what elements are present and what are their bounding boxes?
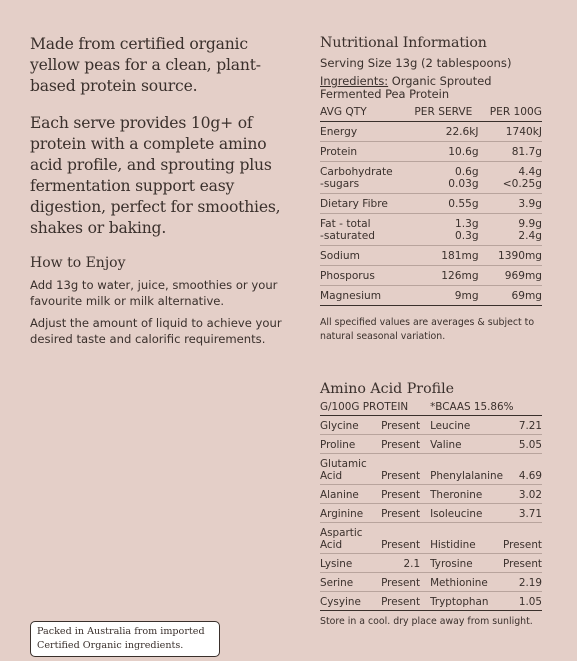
per-serve-value-cell <box>408 246 478 266</box>
serving-size: Serving Size 13g (2 tablespoons) <box>320 56 512 70</box>
nutrition-row <box>320 162 542 194</box>
nutrition-row <box>320 194 542 214</box>
nutrition-row <box>320 142 542 162</box>
amino-row <box>320 573 542 592</box>
nutrient-name: Magnesium <box>320 290 382 302</box>
amino-table <box>320 401 542 611</box>
per-serve-value-sub: 0.3g <box>454 230 479 242</box>
amino-acid-value: 7.21 <box>503 416 542 435</box>
nutrient-name-cell <box>320 194 408 214</box>
amino-acid-name: Isoleucine <box>430 504 503 523</box>
nutrient-name: Fat - total <box>320 218 371 230</box>
nutrient-name-cell <box>320 122 408 142</box>
per-100g-value-cell <box>479 266 542 286</box>
nutrient-name-cell <box>320 266 408 286</box>
per-serve-value: 126mg <box>441 270 479 282</box>
amino-acid-name: Arginine <box>320 504 375 523</box>
amino-row <box>320 523 542 554</box>
nutrient-name-cell <box>320 142 408 162</box>
per-100g-value: 9.9g <box>518 218 542 230</box>
per-serve-value-cell <box>408 214 478 246</box>
amino-row <box>320 592 542 611</box>
per-serve-value: 9mg <box>454 290 479 302</box>
amino-acid-value: 5.05 <box>503 435 542 454</box>
per-100g-value-cell <box>479 162 542 194</box>
per-100g-value-cell <box>479 246 542 266</box>
amino-acid-value: 4.69 <box>503 454 542 485</box>
per-100g-value: 1390mg <box>497 250 542 262</box>
how-to-enjoy-step-1: Add 13g to water, juice, smoothies or your favourite milk or milk alternative. <box>30 278 278 308</box>
nutrient-name: Dietary Fibre <box>320 198 388 210</box>
nutrient-name: Carbohydrate <box>320 166 393 178</box>
per-serve-value-cell <box>408 286 478 306</box>
per-serve-value: 0.6g <box>454 166 479 178</box>
per-100g-value-cell <box>479 286 542 306</box>
amino-acid-name: Cysyine <box>320 592 375 611</box>
nutrition-heading: Nutritional Information <box>320 35 487 51</box>
left-column <box>30 34 300 353</box>
intro-paragraph-1: Made from certified organic yellow peas for a clean, plant-based protein source. <box>30 35 261 95</box>
amino-acid-name: Aspartic Acid <box>320 523 375 554</box>
nutrition-row <box>320 246 542 266</box>
per-100g-value: 3.9g <box>518 198 542 210</box>
amino-acid-name: Leucine <box>430 416 503 435</box>
nutrition-table <box>320 106 542 306</box>
nutrient-name-sub: -saturated <box>320 230 375 242</box>
amino-acid-name: Serine <box>320 573 375 592</box>
per-100g-value: 69mg <box>511 290 542 302</box>
amino-acid-value: Present <box>375 573 430 592</box>
amino-acid-value: 3.02 <box>503 485 542 504</box>
amino-row <box>320 554 542 573</box>
nutrition-header-serve: PER SERVE <box>408 106 478 122</box>
nutrient-name-sub: -sugars <box>320 178 360 190</box>
amino-header-right: *BCAAS 15.86% <box>430 401 542 416</box>
amino-acid-name: Tryptophan <box>430 592 503 611</box>
per-serve-value: 0.55g <box>448 198 479 210</box>
amino-acid-name: Tyrosine <box>430 554 503 573</box>
amino-acid-value: Present <box>503 523 542 554</box>
amino-acid-name: Lysine <box>320 554 375 573</box>
nutrient-name-cell <box>320 286 408 306</box>
amino-row <box>320 485 542 504</box>
per-100g-value: 969mg <box>504 270 542 282</box>
ingredients-label: Ingredients: <box>320 74 389 88</box>
per-serve-value-cell <box>408 122 478 142</box>
amino-acid-value: Present <box>375 454 430 485</box>
per-100g-value-cell <box>479 142 542 162</box>
nutrient-name: Sodium <box>320 250 360 262</box>
amino-acid-name: Glutamic Acid <box>320 454 375 485</box>
nutrient-name-cell <box>320 246 408 266</box>
how-to-enjoy-heading: How to Enjoy <box>30 255 126 271</box>
per-serve-value: 1.3g <box>454 218 479 230</box>
amino-heading: Amino Acid Profile <box>320 381 455 397</box>
amino-acid-value: Present <box>375 485 430 504</box>
per-serve-value: 22.6kJ <box>445 126 479 138</box>
nutrition-row <box>320 214 542 246</box>
per-serve-value: 10.6g <box>448 146 479 158</box>
amino-acid-name: Valine <box>430 435 503 454</box>
per-100g-value-cell <box>479 122 542 142</box>
per-100g-value: 4.4g <box>518 166 542 178</box>
nutrient-name: Phosporus <box>320 270 375 282</box>
nutrient-name: Energy <box>320 126 358 138</box>
per-serve-value-cell <box>408 162 478 194</box>
packed-in-australia-badge: Packed in Australia from imported Certified Organic ingredients. <box>30 621 220 657</box>
per-serve-value-cell <box>408 266 478 286</box>
amino-header-left: G/100G PROTEIN <box>320 401 430 416</box>
nutrition-row <box>320 286 542 306</box>
amino-acid-name: Glycine <box>320 416 375 435</box>
nutrition-row <box>320 266 542 286</box>
amino-acid-name: Proline <box>320 435 375 454</box>
amino-acid-name: Theronine <box>430 485 503 504</box>
nutrient-name-cell <box>320 214 408 246</box>
how-to-enjoy-step-2: Adjust the amount of liquid to achieve your desired taste and calorific requirements. <box>30 316 282 346</box>
amino-acid-name: Alanine <box>320 485 375 504</box>
amino-acid-value: 2.19 <box>503 573 542 592</box>
amino-row <box>320 416 542 435</box>
right-column <box>320 35 542 627</box>
nutrient-name: Protein <box>320 146 358 158</box>
ingredients-text: Organic Sprouted Fermented Pea Protein <box>320 74 492 101</box>
amino-acid-value: Present <box>375 592 430 611</box>
nutrition-row <box>320 122 542 142</box>
amino-acid-value: 2.1 <box>375 554 430 573</box>
ingredients <box>320 75 542 101</box>
amino-acid-value: Present <box>375 504 430 523</box>
per-100g-value-sub: 2.4g <box>518 230 542 242</box>
nutrient-name-cell <box>320 162 408 194</box>
amino-acid-value: 3.71 <box>503 504 542 523</box>
amino-acid-value: Present <box>375 435 430 454</box>
per-serve-value-cell <box>408 194 478 214</box>
nutrition-header-100g: PER 100G <box>479 106 542 122</box>
nutrition-header-qty: AVG QTY <box>320 106 408 122</box>
amino-acid-name: Histidine <box>430 523 503 554</box>
amino-row <box>320 454 542 485</box>
amino-acid-name: Methionine <box>430 573 503 592</box>
intro-paragraph-2: Each serve provides 10g+ of protein with a complete amino acid profile, and sprouting plus fermentation support easy digestion, perfect for smoothies, shakes or baking. <box>30 114 281 237</box>
nutrition-footnote: All specified values are averages & subject to natural seasonal variation. <box>320 317 535 342</box>
amino-acid-value: Present <box>503 554 542 573</box>
per-serve-value-sub: 0.03g <box>448 178 479 190</box>
amino-acid-value: Present <box>375 523 430 554</box>
per-100g-value-cell <box>479 214 542 246</box>
storage-note: Store in a cool. dry place away from sunlight. <box>320 616 533 627</box>
per-serve-value-cell <box>408 142 478 162</box>
per-100g-value: 81.7g <box>511 146 542 158</box>
per-100g-value-sub: <0.25g <box>502 178 542 190</box>
amino-row <box>320 504 542 523</box>
amino-acid-value: 1.05 <box>503 592 542 611</box>
per-serve-value: 181mg <box>441 250 479 262</box>
amino-row <box>320 435 542 454</box>
amino-acid-name: Phenylalanine <box>430 454 503 485</box>
per-100g-value-cell <box>479 194 542 214</box>
per-100g-value: 1740kJ <box>505 126 542 138</box>
amino-acid-value: Present <box>375 416 430 435</box>
